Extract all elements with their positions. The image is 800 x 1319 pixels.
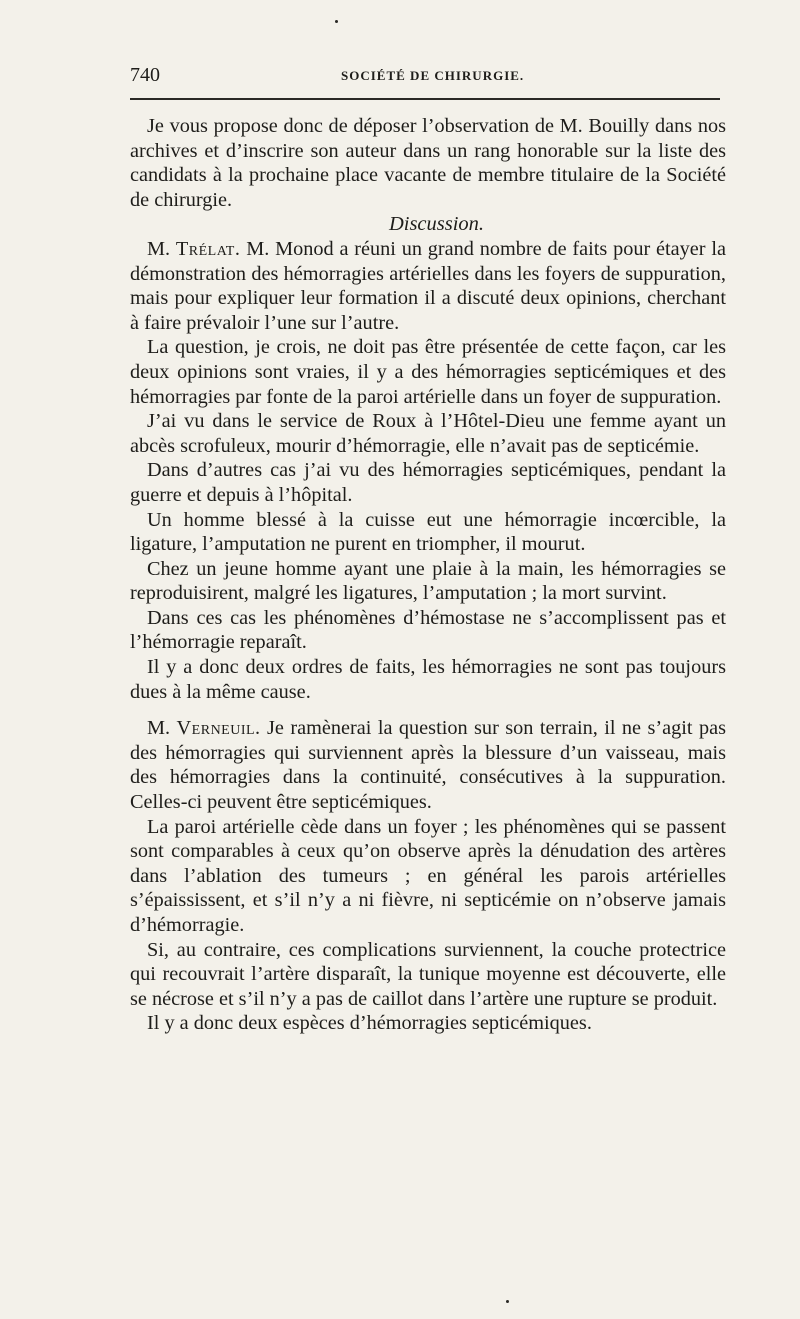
speaker-text: M. Monod a réuni un grand nombre de faits pour étayer la démonstration des hémorragies artérielles dans les foyers de suppuration, mais pour expliquer leur formation il a discuté deux opinions, cherchant à faire prévaloir l’une sur l’autre.	[130, 237, 726, 334]
speaker-name: Trélat.	[175, 237, 241, 260]
paragraph: Dans d’autres cas j’ai vu des hémorragies septicémiques, pendant la guerre et depuis à l’hôpital.	[130, 459, 726, 506]
speaker-prefix: M.	[147, 717, 177, 740]
paragraph: J’ai vu dans le service de Roux à l’Hôtel-Dieu une femme ayant un abcès scrofuleux, mourir d’hémorragie, elle n’avait pas de septicémie.	[130, 410, 726, 457]
paragraph: Je vous propose donc de déposer l’observation de M. Bouilly dans nos archives et d’inscrire son auteur dans un rang honorable sur la liste des candidats à la prochaine place vacante de membre titulaire de la Société de chirurgie.	[130, 115, 726, 211]
paragraph: Un homme blessé à la cuisse eut une hémorragie incœrcible, la ligature, l’amputation ne purent en triompher, il mourut.	[130, 508, 726, 556]
paragraph: Chez un jeune homme ayant une plaie à la main, les hémorragies se reproduisirent, malgré les ligatures, l’amputation ; la mort survint.	[130, 557, 726, 605]
page-header	[130, 64, 720, 88]
section-heading: Discussion.	[388, 213, 485, 236]
speaker-prefix: M.	[147, 237, 176, 260]
paragraph: La question, je crois, ne doit pas être présentée de cette façon, car les deux opinions sont vraies, il y a des hémorragies septicémiques et des hémorragies par fonte de la paroi artérielle dans un foyer de suppuration.	[130, 336, 726, 408]
paragraph-trelat	[130, 237, 726, 335]
running-head: SOCIÉTÉ DE CHIRURGIE.	[341, 68, 525, 83]
header-rule	[130, 98, 720, 100]
paragraph: Il y a donc deux ordres de faits, les hémorragies ne sont pas toujours dues à la même cause.	[130, 656, 726, 703]
speaker-name: Verneuil.	[176, 717, 261, 740]
body-text	[130, 114, 726, 1036]
print-speck	[335, 20, 338, 23]
paragraph: Il y a donc deux espèces d’hémorragies septicémiques.	[147, 1012, 592, 1035]
speaker-text: Je ramènerai la question sur son terrain, il ne s’agit pas des hémorragies qui surviennent après la blessure d’un vaisseau, mais des hémorragies dans la continuité, consécutives à la suppuration. Celles-ci peuvent être septicémiques.	[130, 717, 726, 814]
print-speck	[506, 1300, 509, 1303]
page-number: 740	[130, 64, 160, 86]
paragraph: Dans ces cas les phénomènes d’hémostase ne s’accomplissent pas et l’hémorragie reparaît.	[130, 606, 726, 654]
paragraph-verneuil	[130, 716, 726, 814]
paragraph: Si, au contraire, ces complications surviennent, la couche protectrice qui recouvrait l’artère disparaît, la tunique moyenne est découverte, elle se nécrose et s’il n’y a pas de caillot dans l’artère une rupture se produit.	[130, 938, 726, 1010]
paragraph: La paroi artérielle cède dans un foyer ; les phénomènes qui se passent sont comparables à ceux qu’on observe après la dénudation des artères dans l’ablation des tumeurs ; en général les parois artérielles s’épaississent, et s’il n’y a ni fièvre, ni septicémie on n’observe jamais d’hémorragie.	[130, 815, 726, 936]
